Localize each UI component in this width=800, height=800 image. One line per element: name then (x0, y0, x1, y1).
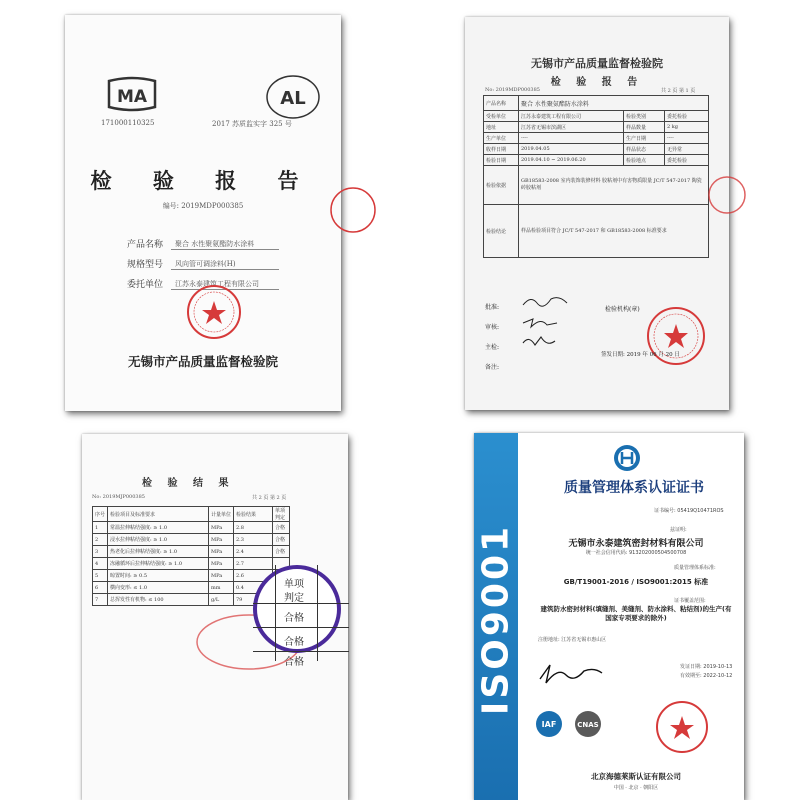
signature-icon (536, 661, 606, 685)
red-seal-icon (185, 283, 243, 341)
client-value: 江苏永泰建筑工程有限公司 (171, 279, 279, 290)
report-number: 编号: 2019MDP000385 (162, 202, 244, 210)
table-cell: MPa (209, 546, 234, 558)
form-cell: 无异常 (665, 144, 709, 155)
tester-signature-icon (521, 333, 561, 351)
form-cell: 2019.04.05 (519, 144, 624, 155)
form-cell: 检验地点 (624, 155, 665, 166)
certificate-side-band (474, 433, 518, 800)
scope: 建筑防水密封材料(填缝剂、美缝剂、防水涂料、粘结剂)的生产(有国家专项要求的除外) (540, 605, 732, 622)
table-cell: 0.4 (234, 582, 273, 594)
table-row (93, 522, 290, 534)
table-row (93, 546, 290, 558)
ma-logo-text: MA (116, 87, 148, 107)
scope-label: 证书覆盖范围: (674, 598, 706, 604)
form-cell: 委托检验 (665, 111, 709, 122)
table-header-cell: 检验项目及标准要求 (108, 507, 209, 522)
table-cell: 合格 (273, 522, 290, 534)
cal-logo-text: AL (280, 88, 306, 109)
certification-body-logo-icon (612, 443, 642, 473)
table-cell: 2 (93, 534, 108, 546)
spec-value: 风向管可调涂料(H) (171, 259, 279, 270)
table-cell: 4 (93, 558, 108, 570)
table-cell: MPa (209, 570, 234, 582)
form-row (484, 133, 709, 144)
form-page-indicator: 共 2 页 第 1 页 (661, 88, 696, 94)
tester-label: 主检: (485, 344, 500, 351)
table-header-row (93, 507, 290, 522)
sign-date: 签发日期: 2019 年 06 月 20 日 (601, 352, 680, 358)
certificate-title: 质量管理体系认证证书 (564, 480, 704, 496)
approver-label: 批准: (485, 304, 500, 311)
form-report-number: No: 2019MDP000385 (485, 87, 540, 93)
basis-value: GB18583-2008 室内装饰装修材料 胶粘剂中有害物质限量 JC/T 547-2017 陶瓷砖胶粘剂 (519, 166, 709, 205)
certification-org-address: 中国 · 北京 · 朝阳区 (613, 785, 659, 791)
system-label: 质量管理体系标准: (674, 565, 716, 571)
zoom-text: 合格 (284, 657, 304, 668)
zoom-text: 单项 (284, 579, 304, 590)
form-cell: ---- (665, 133, 709, 144)
form-row (484, 205, 709, 258)
iaf-logo-text: IAF (541, 720, 557, 729)
form-row (484, 96, 709, 111)
red-seal-icon (654, 699, 710, 755)
table-cell: 6 (93, 582, 108, 594)
conclusion-value: 样品检验项目符合 JC/T 547-2017 和 GB18583-2008 标准要求 (519, 205, 709, 258)
zoom-lens (253, 565, 341, 668)
table-cell: 合格 (273, 546, 290, 558)
table-cell: mm (209, 582, 234, 594)
table-cell: MPa (209, 558, 234, 570)
form-cell: 检验类别 (624, 111, 665, 122)
table-cell: 冻融循环后拉伸粘结强度: ≥ 1.0 (108, 558, 209, 570)
table-cell: 热老化后拉伸粘结强度: ≥ 1.0 (108, 546, 209, 558)
form-title: 无锡市产品质量监督检验院 (531, 57, 663, 70)
table-row (93, 534, 290, 546)
form-cell: 江苏省无锡市滨湖区 (519, 122, 624, 133)
form-cell: 检验日期 (484, 155, 519, 166)
table-cell: 1 (93, 522, 108, 534)
table-cell: 2.4 (234, 546, 273, 558)
form-row (484, 155, 709, 166)
conclusion-label: 检验结论 (484, 205, 519, 258)
reviewer-label: 审核: (485, 324, 500, 331)
iaf-logo-icon (534, 709, 564, 739)
cnas-logo-text: CNAS (577, 721, 599, 729)
issue-date: 发证日期: 2019-10-13 (680, 664, 733, 670)
zoom-text: 合格 (284, 613, 304, 624)
table-cell: 合格 (273, 534, 290, 546)
results-report-number: No: 2019MJP000385 (92, 494, 145, 500)
form-table (483, 95, 709, 258)
form-cell: 地址 (484, 122, 519, 133)
table-cell: 总挥发性有机物: ≤ 100 (108, 594, 209, 606)
iso-vertical-text: ISO9001 (475, 523, 517, 716)
form-cell: 生产日期 (624, 133, 665, 144)
form-cell: ---- (519, 133, 624, 144)
reviewer-signature-icon (521, 315, 561, 331)
certification-org: 北京海德莱斯认证有限公司 (591, 772, 681, 781)
form-row (484, 122, 709, 133)
table-cell: 2.7 (234, 558, 273, 570)
results-title: 检 验 结 果 (142, 478, 235, 489)
table-cell: 5 (93, 570, 108, 582)
form-cell: 样品数量 (624, 122, 665, 133)
table-header-cell: 单项判定 (273, 507, 290, 522)
table-header-cell: 计量单位 (209, 507, 234, 522)
form-cell: 受检单位 (484, 111, 519, 122)
approver-signature-icon (521, 293, 571, 309)
spec-label: 规格型号 (127, 260, 164, 270)
report-form (465, 17, 729, 410)
table-cell: MPa (209, 522, 234, 534)
table-cell: 2.6 (234, 570, 273, 582)
cal-number: 2017 苏质监实字 325 号 (212, 120, 292, 128)
table-header-cell: 检验结果 (234, 507, 273, 522)
standard: GB/T19001-2016 / ISO9001:2015 标准 (563, 578, 709, 586)
form-row (484, 166, 709, 205)
form-cell: 生产单位 (484, 133, 519, 144)
zoom-text: 合格 (284, 637, 304, 648)
form-cell: 产品名称 (484, 96, 519, 111)
cal-logo-icon (265, 73, 321, 121)
table-cell: 79 (234, 594, 273, 606)
product-value: 聚合 水性聚氨酯防水涂料 (171, 239, 279, 250)
report-title: 检 验 报 告 (90, 168, 316, 193)
table-header-cell: 序号 (93, 507, 108, 522)
table-cell: 晾置时间: ≥ 0.5 (108, 570, 209, 582)
table-cell: 2.3 (234, 534, 273, 546)
table-cell: 横向变形: ≤ 1.0 (108, 582, 209, 594)
zoom-text: 判定 (284, 593, 304, 604)
certificate-number: 证书编号: 05419Q10471ROS (654, 508, 724, 514)
table-cell: 3 (93, 546, 108, 558)
half-seal-icon (727, 170, 747, 220)
form-cell: 江苏永泰建筑工程有限公司 (519, 111, 624, 122)
cnas-logo-icon (570, 709, 606, 739)
table-cell: MPa (209, 534, 234, 546)
form-cell: 收样日期 (484, 144, 519, 155)
product-label: 产品名称 (127, 240, 164, 250)
form-cell: 聚合 水性聚氨酯防水涂料 (519, 96, 709, 111)
form-cell: 2019.04.10 ~ 2019.06.20 (519, 155, 624, 166)
results-page-indicator: 共 2 页 第 2 页 (252, 495, 287, 501)
table-cell: g/L (209, 594, 234, 606)
table-cell: 浸水拉伸粘结强度: ≥ 1.0 (108, 534, 209, 546)
form-cell: 委托检验 (665, 155, 709, 166)
form-cell: 2 kg (665, 122, 709, 133)
form-row (484, 144, 709, 155)
table-cell: 7 (93, 594, 108, 606)
institute-name: 无锡市产品质量监督检验院 (127, 354, 278, 369)
form-row (484, 111, 709, 122)
seal-label: 检验机构(章) (605, 306, 640, 313)
ma-number: 171000110325 (101, 119, 155, 127)
holder-label: 兹证明: (670, 527, 687, 533)
form-subtitle: 检 验 报 告 (550, 77, 644, 88)
table-cell: 常温拉伸粘结强度: ≥ 1.0 (108, 522, 209, 534)
ma-logo-icon (105, 77, 159, 117)
half-seal-icon (327, 185, 355, 235)
registered-address: 注册地址: 江苏省无锡市惠山区 (538, 637, 607, 643)
certificate-holder: 无锡市永泰建筑密封材料有限公司 (568, 539, 704, 549)
credit-code: 统一社会信用代码: 913202000504500708 (585, 550, 687, 556)
basis-label: 检验依据 (484, 166, 519, 205)
form-cell: 样品状态 (624, 144, 665, 155)
valid-date: 有效期至: 2022-10-12 (680, 673, 733, 679)
table-cell: 2.8 (234, 522, 273, 534)
report-cover (65, 15, 341, 411)
iso-certificate (474, 433, 744, 800)
client-label: 委托单位 (127, 280, 164, 290)
remark-label: 备注: (485, 364, 500, 371)
